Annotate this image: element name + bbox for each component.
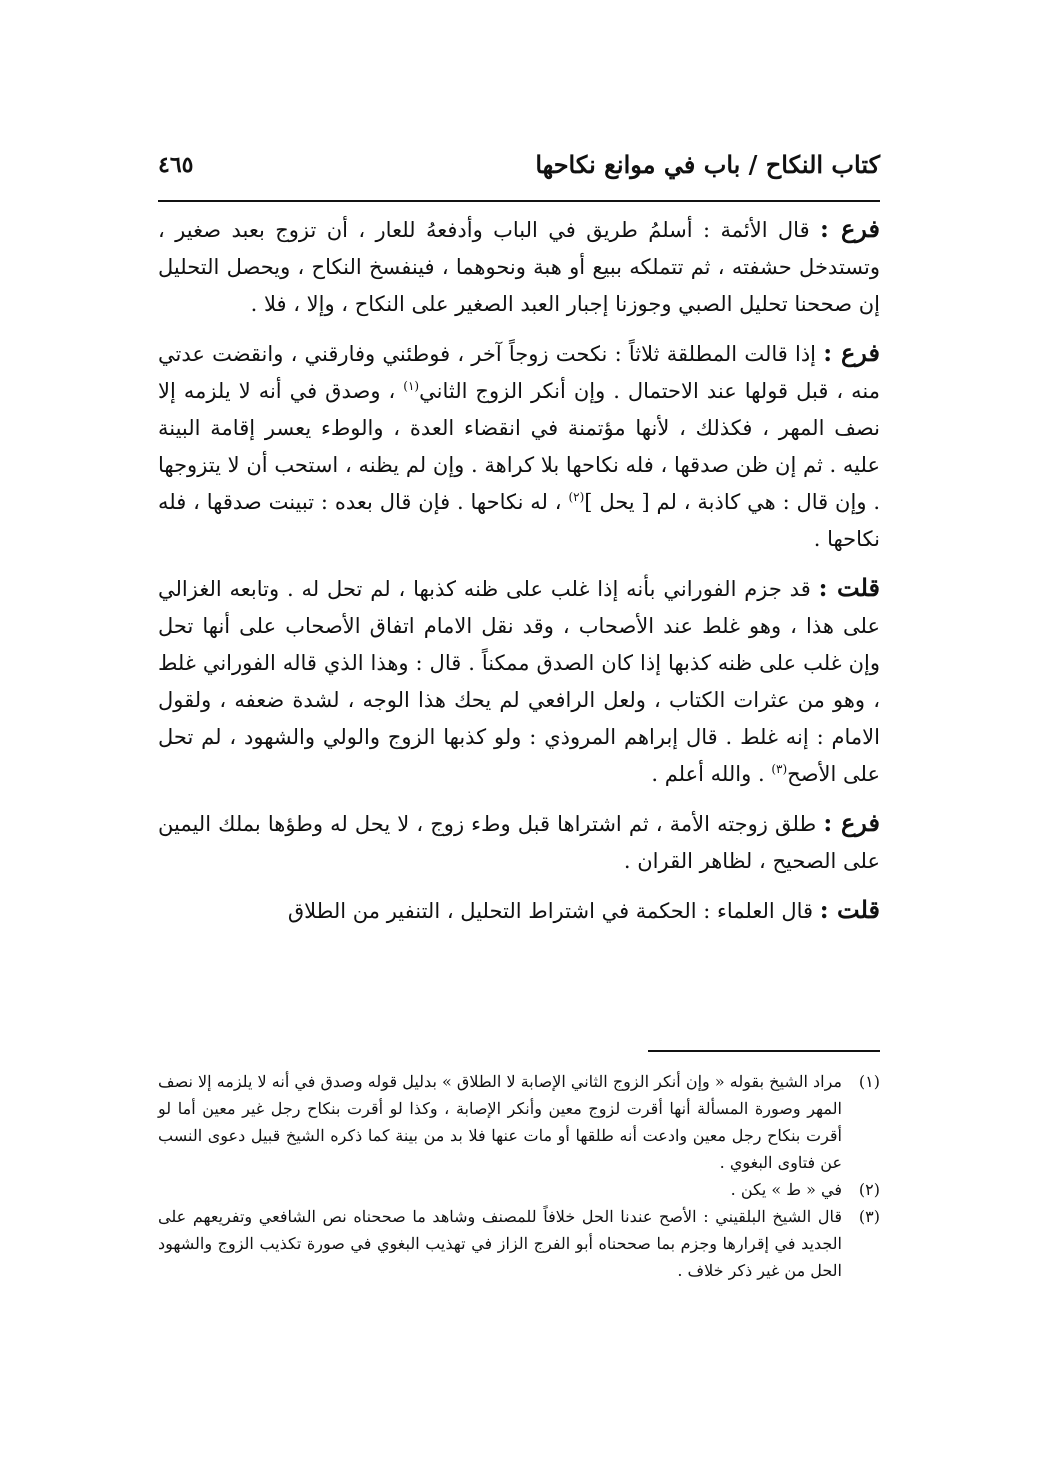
paragraph-text: إذا قالت المطلقة ثلاثاً : نكحت زوجاً آخر ، فوطئني وفارقني ، وانقضت عدتي منه ، قبل قولها عند الاحتمال . وإن أنكر الزوج الثاني	[158, 342, 881, 403]
paragraph-text: . والله أعلم .	[651, 762, 765, 786]
paragraph-lead: فرع :	[820, 214, 881, 243]
footnotes	[158, 1068, 880, 1284]
paragraph-4	[158, 804, 880, 880]
footnote-ref-1[interactable]: (١)	[403, 379, 420, 393]
footnote-number: (١)	[858, 1072, 880, 1091]
footnote-text: مراد الشيخ بقوله « وإن أنكر الزوج الثاني الإصابة لا الطلاق » بدليل قوله وصدق في أنه لا يلزمه إلا نصف المهر وصورة المسألة أنها أقرت لزوج معين وأنكر الإصابة ، وكذا لو أقرت بنكاح رجل غير معين أما لو أقرت بنكاح رجل معين وادعت أنه طلقها أو مات عنها فلا بد من بينة كما ذكره الشيخ قبيل دعوى النسب عن فتاوى البغوي .	[158, 1072, 842, 1172]
footnote-number: (٢)	[858, 1180, 880, 1199]
footnote-number: (٣)	[858, 1207, 880, 1226]
main-text	[158, 210, 880, 941]
paragraph-3	[158, 569, 880, 793]
footnote-divider	[648, 1050, 880, 1052]
running-header	[158, 150, 880, 190]
paragraph-lead: فرع :	[823, 808, 881, 837]
paragraph-1	[158, 210, 880, 323]
footnote-ref-2[interactable]: (٢)	[568, 490, 585, 504]
paragraph-text: ، وصدق في أنه لا يلزمه إلا نصف المهر ، فكذلك ، لأنها مؤتمنة في انقضاء العدة ، والوطء يعسر إقامة البينة عليه . ثم إن ظن صدقها ، فله نكاحها بلا كراهة . وإن لم يظنه ، استحب أن لا يتزوجها . وإن قال : هي كاذبة ، لم [ يحل ]	[158, 379, 880, 514]
footnote-text: في « ط » يكن .	[730, 1180, 842, 1199]
header-divider	[158, 200, 880, 202]
paragraph-text: قد جزم الفوراني بأنه إذا غلب على ظنه كذبها ، لم تحل له . وتابعه الغزالي على هذا ، وهو غلط عند الأصحاب ، وقد نقل الامام اتفاق الأصحاب على أنها تحل وإن غلب على ظنه كذبها إذا كان الصدق ممكناً . قال : وهذا الذي قاله الفوراني غلط ، وهو من عثرات الكتاب ، ولعل الرافعي لم يحك هذا الوجه ، لشدة ضعفه ، ولقول الامام : إنه غلط . قال إبراهم المروذي : ولو كذبها الزوج والولي والشهود ، لم تحل على الأصح	[158, 577, 880, 786]
paragraph-5	[158, 891, 880, 930]
footnote-3	[158, 1203, 880, 1284]
paragraph-lead: قلت :	[818, 573, 880, 602]
page-number: ٤٦٥	[158, 152, 194, 178]
paragraph-lead: قلت :	[819, 895, 880, 924]
paragraph-2	[158, 334, 880, 558]
footnote-2	[158, 1176, 880, 1203]
footnote-text: قال الشيخ البلقيني : الأصح عندنا الحل خلافاً للمصنف وشاهد ما صححناه نص الشافعي وتفريعهم على الجديد في إقرارها وجزم بما صححناه أبو الفرج الزاز في تهذيب البغوي في صورة تكذيب الزوج والشهود الحل من غير ذكر خلاف .	[158, 1207, 842, 1280]
paragraph-lead: فرع :	[823, 338, 880, 367]
footnote-ref-3[interactable]: (٣)	[771, 762, 788, 776]
footnote-1	[158, 1068, 880, 1176]
paragraph-text: طلق زوجته الأمة ، ثم اشتراها قبل وطء زوج ، لا يحل له وطؤها بملك اليمين على الصحيح ، لظاهر القران .	[158, 812, 880, 873]
header-title: كتاب النكاح / باب في موانع نكاحها	[535, 150, 880, 179]
paragraph-text: قال الأئمة : أسلمُ طريق في الباب وأدفعهُ للعار ، أن تزوج بعبد صغير ، وتستدخل حشفته ، ثم تتملكه ببيع أو هبة ونحوهما ، فينفسخ النكاح ، ويحصل التحليل إن صححنا تحليل الصبي وجوزنا إجبار العبد الصغير على النكاح ، وإلا ، فلا .	[158, 218, 880, 316]
paragraph-text: قال العلماء : الحكمة في اشتراط التحليل ، التنفير من الطلاق	[287, 899, 814, 923]
paragraph-text: ، له نكاحها . فإن قال بعده : تبينت صدقها ، فله نكاحها .	[158, 490, 880, 551]
